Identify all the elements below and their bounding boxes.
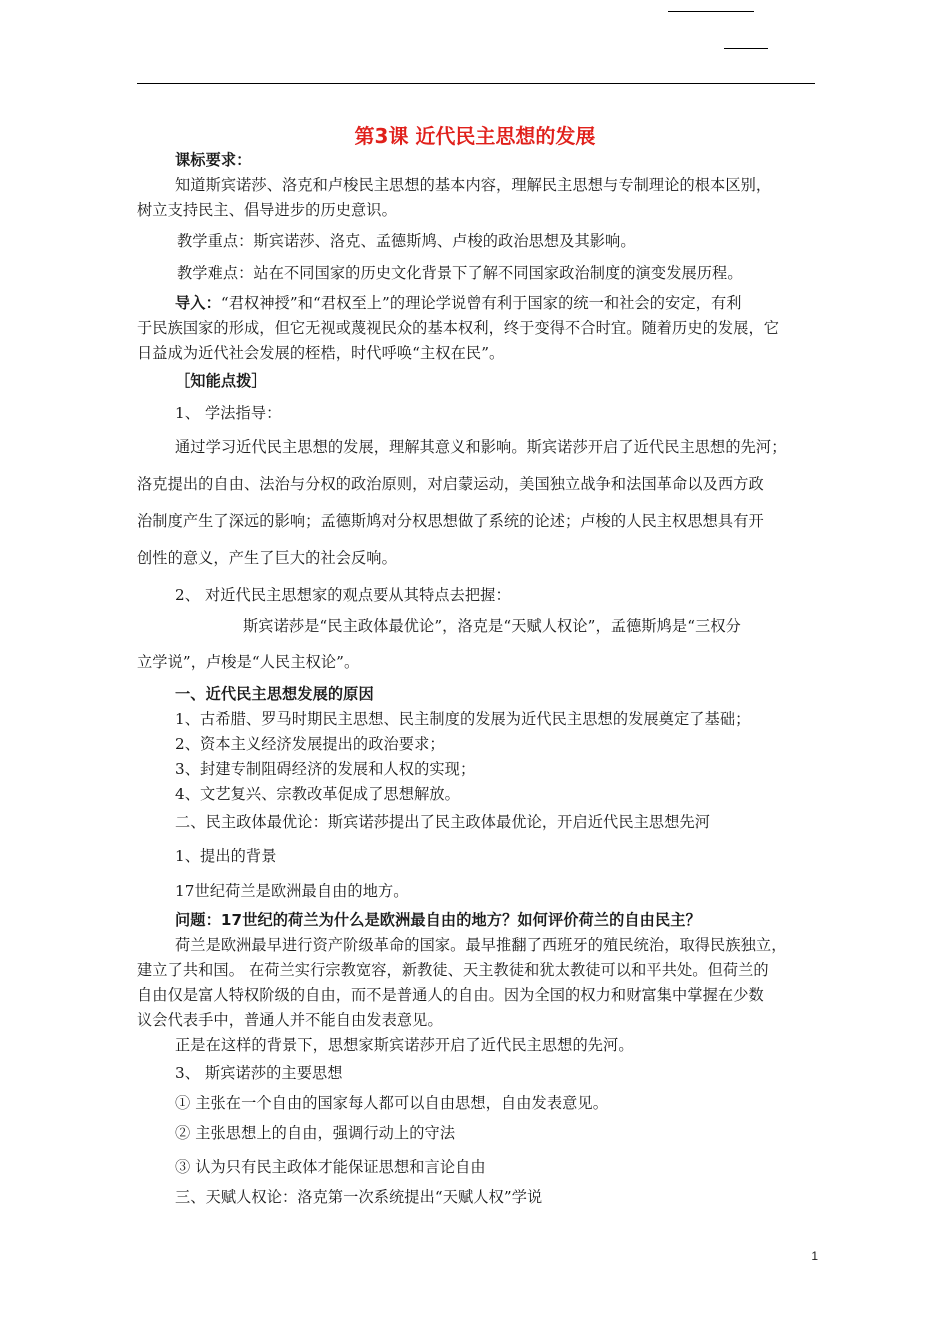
intro-line-3: 日益成为近代社会发展的桎梏，时代呼唤“主权在民”。 [137,344,505,362]
section-2-sub-3: 3、 斯宾诺莎的主要思想 [175,1064,343,1082]
viewpoint-heading: 2、 对近代民主思想家的观点要从其特点去把握： [175,586,511,604]
idea-2: ② 主张思想上的自由，强调行动上的守法 [175,1124,456,1142]
section-2-title: 二、民主政体最优论：斯宾诺莎提出了民主政体最优论，开启近代民主思想先河 [175,813,711,831]
header-mark-2 [724,48,768,49]
viewpoint-line-2: 立学说”，卢梭是“人民主权论”。 [137,653,360,671]
answer-line-3: 自由仅是富人特权阶级的自由，而不是普通人的自由。因为全国的权力和财富集中掌握在少数 [137,986,764,1004]
answer-line-4: 议会代表手中，普通人并不能自由发表意见。 [137,1011,443,1029]
page-number: 1 [811,1249,818,1263]
method-line-4: 创性的意义，产生了巨大的社会反响。 [137,549,397,567]
section-3-title: 三、天赋人权论：洛克第一次系统提出“天赋人权”学说 [175,1188,543,1206]
method-line-2: 洛克提出的自由、法治与分权的政治原则，对启蒙运动，美国独立战争和法国革命以及西方政 [137,475,764,493]
intro-text-1: “君权神授”和“君权至上”的理论学说曾有利于国家的统一和社会的安定，有利 [220,294,742,312]
intro-label: 导入： [175,294,221,312]
section-2-fact: 17世纪荷兰是欧洲最自由的地方。 [175,882,409,900]
question: 问题：17世纪的荷兰为什么是欧洲最自由的地方？如何评价荷兰的自由民主？ [175,911,701,929]
section-1-item: 2、资本主义经济发展提出的政治要求； [175,735,445,753]
header-mark-1 [668,11,754,12]
intro-line-2: 于民族国家的形成，但它无视或蔑视民众的基本权利，终于变得不合时宜。随着历史的发展，它 [137,319,780,337]
lesson-title: 第3课 近代民主思想的发展 [354,124,596,148]
answer-line-2: 建立了共和国。 在荷兰实行宗教宽容，新教徒、天主教徒和犹太教徒可以和平共处。但荷兰的 [137,961,769,979]
section-1-title: 一、近代民主思想发展的原因 [175,685,374,703]
intro-line-1 [175,290,855,316]
kebiao-text-2: 树立支持民主、倡导进步的历史意识。 [137,201,397,219]
kebiao-text-1: 知道斯宾诺莎、洛克和卢梭民主思想的基本内容，理解民主思想与专制理论的根本区别， [175,176,772,194]
answer-line-1: 荷兰是欧洲最早进行资产阶级革命的国家。最早推翻了西班牙的殖民统治，取得民族独立， [175,936,787,954]
teaching-difficulty: 教学难点：站在不同国家的历史文化背景下了解不同国家政治制度的演变发展历程。 [177,264,743,282]
section-1-item: 1、古希腊、罗马时期民主思想、民主制度的发展为近代民主思想的发展奠定了基础； [175,710,751,728]
method-heading: 1、 学法指导： [175,404,282,422]
kebiao-label: 课标要求： [175,151,252,169]
section-2-sub-1: 1、提出的背景 [175,847,277,865]
method-line-1: 通过学习近代民主思想的发展，理解其意义和影响。斯宾诺莎开启了近代民主思想的先河； [175,438,787,456]
answer-line-5: 正是在这样的背景下，思想家斯宾诺莎开启了近代民主思想的先河。 [175,1036,634,1054]
idea-3: ③ 认为只有民主政体才能保证思想和言论自由 [175,1158,486,1176]
section-zhineng: ［知能点拨］ [175,372,267,390]
teaching-focus: 教学重点：斯宾诺莎、洛克、孟德斯鸠、卢梭的政治思想及其影响。 [177,232,636,250]
section-1-item: 4、文艺复兴、宗教改革促成了思想解放。 [175,785,460,803]
viewpoint-line-1: 斯宾诺莎是“民主政体最优论”，洛克是“天赋人权论”，孟德斯鸠是“三权分 [243,617,741,635]
section-1-item: 3、封建专制阻碍经济的发展和人权的实现； [175,760,476,778]
header-rule [137,83,815,84]
method-line-3: 治制度产生了深远的影响；孟德斯鸠对分权思想做了系统的论述；卢梭的人民主权思想具有开 [137,512,764,530]
idea-1: ① 主张在一个自由的国家每人都可以自由思想，自由发表意见。 [175,1094,608,1112]
